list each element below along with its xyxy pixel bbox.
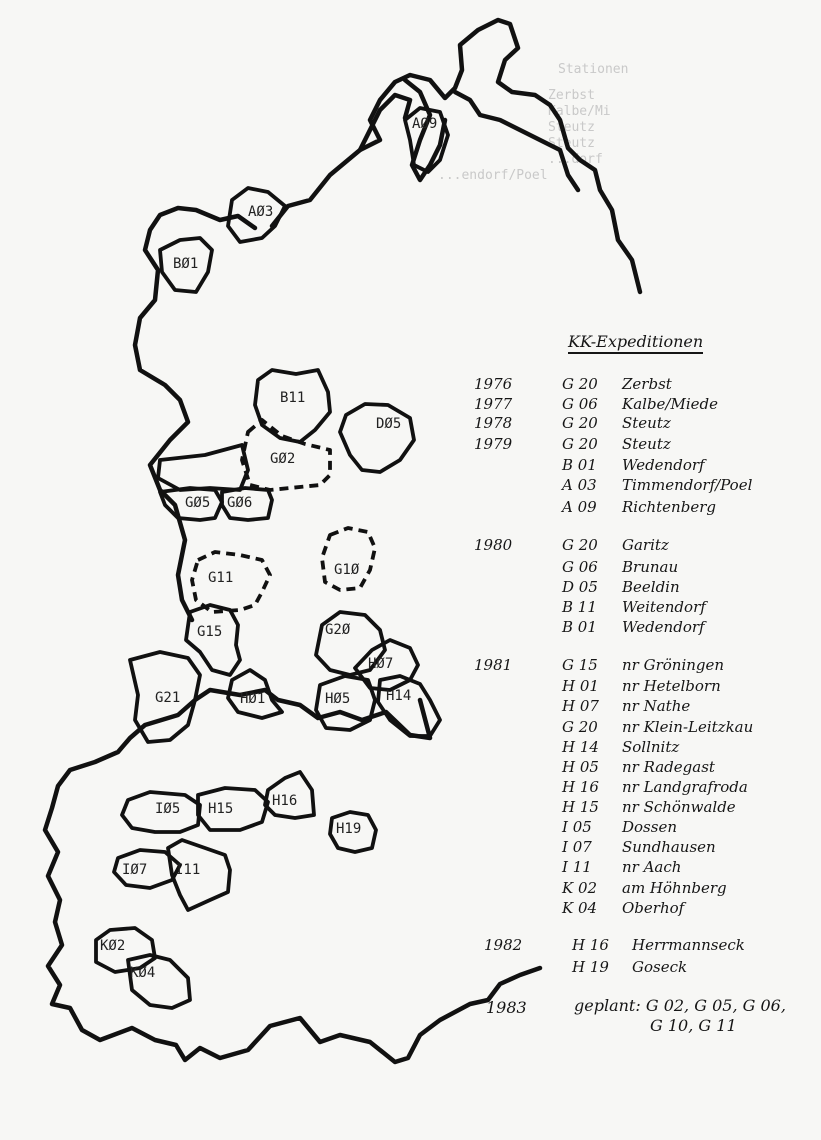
label-k04: KØ4 [130,965,156,981]
legend-place: Brunau [622,558,679,576]
legend-place: nr Nathe [622,697,691,715]
legend-code: I 07 [562,838,592,856]
legend-code: G 20 [562,414,598,432]
ghost-line: Zerbst [548,88,595,103]
legend-place: Sollnitz [622,738,680,756]
label-g10: G1Ø [334,562,360,578]
legend-place: nr Schönwalde [622,798,736,816]
legend-code: K 04 [562,899,598,917]
ghost-line: Steutz [548,120,595,135]
planned-list-line1: geplant: G 02, G 05, G 06, [574,996,786,1015]
legend-code: B 01 [562,456,597,474]
label-g02: GØ2 [270,451,296,467]
label-b11: B11 [280,390,306,406]
label-h19: H19 [336,821,362,837]
legend-year: 1978 [474,414,513,432]
label-a03: AØ3 [248,204,274,220]
legend-place: Wedendorf [622,456,705,474]
label-g05: GØ5 [185,495,211,511]
planned-year: 1983 [486,998,527,1017]
region-b11 [255,370,330,442]
region-g10 [322,528,375,590]
coast-inner [360,80,578,190]
legend-place: Herrmannseck [632,936,745,954]
legend-place: Zerbst [622,375,672,393]
legend-year: 1980 [474,536,513,554]
legend-code: B 11 [562,598,597,616]
label-g11: G11 [208,570,234,586]
label-i11: I11 [175,862,201,878]
label-g06: GØ6 [227,495,253,511]
legend-code: H 16 [572,936,609,954]
legend-code: G 20 [562,536,598,554]
legend-place: nr Aach [622,858,682,876]
legend-code: H 07 [562,697,599,715]
label-h15: H15 [208,801,234,817]
label-g15: G15 [197,624,223,640]
label-h07: HØ7 [368,656,394,672]
legend-code: G 15 [562,656,598,674]
planned-list-line2: G 10, G 11 [650,1016,737,1035]
legend-place: Richtenberg [622,498,716,516]
legend-code: G 06 [562,558,598,576]
legend-year: 1981 [474,656,513,674]
legend-place: Wedendorf [622,618,705,636]
legend-place: Kalbe/Miede [622,395,718,413]
legend-code: A 03 [562,476,597,494]
legend-year: 1976 [474,375,513,393]
label-h05: HØ5 [325,691,351,707]
ghost-line: Kalbe/Mi [548,104,611,119]
legend-code: I 05 [562,818,592,836]
label-d05: DØ5 [376,416,402,432]
legend-code: H 19 [572,958,609,976]
legend-code: D 05 [562,578,598,596]
legend-code: G 20 [562,435,598,453]
legend-code: H 16 [562,778,599,796]
legend-place: Garitz [622,536,669,554]
legend-code: G 20 [562,375,598,393]
legend-code: K 02 [562,879,598,897]
legend-year: 1977 [474,395,513,413]
label-b01: BØ1 [173,256,199,272]
legend-code: B 01 [562,618,597,636]
label-h16: H16 [272,793,298,809]
legend-place: Steutz [622,435,671,453]
legend-code: H 14 [562,738,599,756]
label-h01: HØ1 [240,691,266,707]
region-h14 [378,676,440,736]
ghost-line: Steutz [548,136,595,151]
legend-place: Steutz [622,414,671,432]
legend-place: nr Radegast [622,758,715,776]
ghost-line: Stationen [558,62,629,77]
legend-code: H 15 [562,798,599,816]
legend-place: nr Landgrafroda [622,778,748,796]
label-h14: H14 [386,688,412,704]
legend-place: Sundhausen [622,838,716,856]
legend-place: Weitendorf [622,598,706,616]
legend-code: G 20 [562,718,598,736]
legend-code: A 09 [562,498,597,516]
legend-title: KK-Expeditionen [568,332,703,354]
legend-place: Goseck [632,958,688,976]
legend-place: Dossen [622,818,677,836]
ghost-line: ...endorf/Poel [438,168,548,183]
region-k04 [128,955,190,1008]
legend-code: H 01 [562,677,599,695]
legend-place: nr Hetelborn [622,677,721,695]
legend-year: 1982 [484,936,523,954]
legend-code: I 11 [562,858,592,876]
label-g21: G21 [155,690,181,706]
legend-code: G 06 [562,395,598,413]
legend-place: Timmendorf/Poel [622,476,753,494]
region-g02-west [158,445,248,490]
label-a09: AØ9 [412,116,438,132]
label-k02: KØ2 [100,938,126,954]
label-i07: IØ7 [122,862,148,878]
label-i05: IØ5 [155,801,181,817]
legend-place: nr Klein-Leitzkau [622,718,754,736]
ghost-line: ...dorf [548,152,603,167]
legend-place: am Höhnberg [622,879,727,897]
legend-code: H 05 [562,758,599,776]
country-outline [45,20,640,1062]
region-d05 [340,404,414,472]
legend-place: nr Gröningen [622,656,725,674]
legend-place: Beeldin [622,578,680,596]
legend-year: 1979 [474,435,513,453]
legend-place: Oberhof [622,899,685,917]
label-g20: G2Ø [325,622,351,638]
